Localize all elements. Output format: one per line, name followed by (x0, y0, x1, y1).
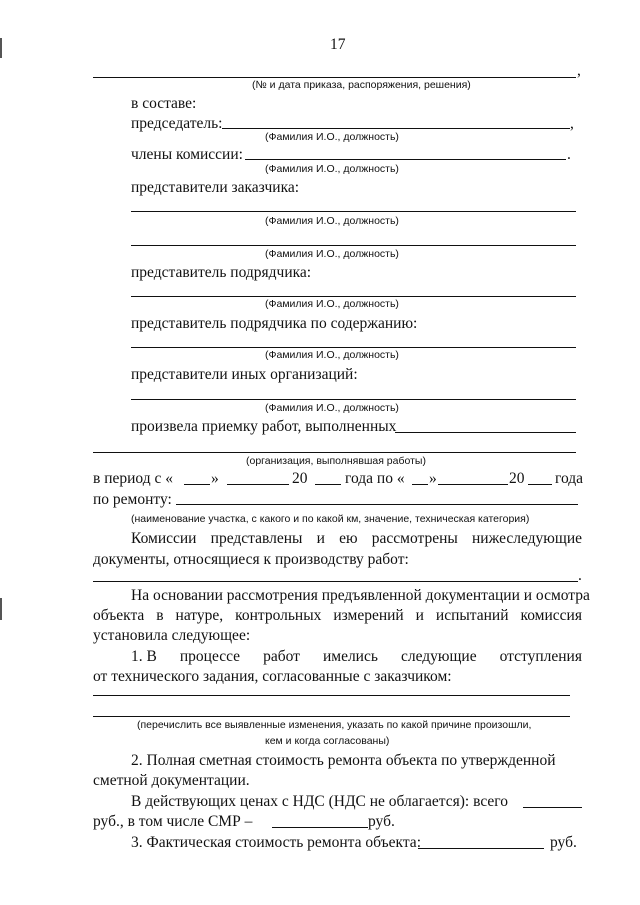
period-year-prefix: 20 (509, 470, 525, 487)
prices-line-2a: руб., в том числе СМР – (93, 813, 253, 830)
changes-caption-2: кем и когда согласованы) (265, 735, 390, 747)
blank-line (412, 484, 428, 485)
word: и (316, 530, 325, 547)
docs-line-2: документы, относящиеся к производству работ: (93, 551, 409, 568)
section-caption: (наименование участка, с какого и по какой км, значение, техническая категория) (131, 513, 530, 525)
word: представлены (210, 530, 303, 547)
blank-line (438, 484, 508, 485)
fio-caption: (Фамилия И.О., должность) (265, 298, 399, 310)
page-edge-mark (0, 598, 2, 620)
word: имелись (322, 648, 378, 665)
prices-line-1: В действующих ценах с НДС (НДС не облагается): всего (131, 793, 508, 810)
word: Комиссии (131, 530, 197, 547)
fio-caption: (Фамилия И.О., должность) (265, 349, 399, 361)
word: натуре, (175, 607, 224, 624)
word: объекта (93, 607, 145, 624)
item2-line-2: сметной документации. (93, 772, 250, 789)
trailing-comma: , (577, 62, 581, 79)
blank-line (523, 807, 582, 808)
item1-line-2: от технического задания, согласованные с заказчиком: (93, 668, 452, 685)
blank-line (131, 347, 576, 348)
blank-line (528, 484, 552, 485)
fio-caption: (Фамилия И.О., должность) (265, 402, 399, 414)
blank-line (395, 432, 576, 433)
period-from-prefix: в период с « (93, 470, 173, 487)
blank-line (93, 581, 578, 582)
blank-line (131, 399, 576, 400)
word: рассмотрены (371, 530, 458, 547)
period-quote-close: » (211, 470, 219, 487)
blank-line (184, 484, 210, 485)
word: отступления (499, 648, 582, 665)
contractor-rep-label: представитель подрядчика: (131, 264, 312, 281)
prices-line-2b: руб. (368, 813, 395, 830)
blank-line (131, 211, 576, 212)
word: испытаний (435, 607, 509, 624)
blank-line (93, 716, 570, 717)
blank-line (272, 827, 368, 828)
word: измерений (333, 607, 404, 624)
blank-line (227, 484, 289, 485)
period-to-prefix: года по « (345, 470, 405, 487)
acceptance-text: произвела приемку работ, выполненных (131, 418, 397, 435)
trailing-period: . (578, 567, 582, 584)
word: контрольных (235, 607, 322, 624)
page-number: 17 (330, 36, 346, 53)
members-label: члены комиссии: (131, 146, 243, 163)
item2-line-1: 2. Полная сметная стоимость ремонта объекта по утвержденной (131, 752, 556, 769)
word: работ (263, 648, 300, 665)
docs-line-1 (131, 530, 582, 548)
blank-line (93, 77, 576, 78)
blank-line (245, 159, 566, 160)
word: следующие (400, 648, 477, 665)
item3-label: 3. Фактическая стоимость ремонта объекта: (131, 834, 421, 851)
trailing-comma: , (570, 115, 574, 132)
word: нижеследующие (472, 530, 582, 547)
word: и (415, 607, 424, 624)
other-orgs-label: представители иных организаций: (131, 366, 358, 383)
word: комиссия (520, 607, 582, 624)
basis-line-1: На основании рассмотрения предъявленной документации и осмотра (131, 587, 590, 604)
blank-line (131, 296, 576, 297)
order-caption: (№ и дата приказа, распоряжения, решения) (252, 79, 471, 91)
customer-reps-label: представители заказчика: (131, 179, 300, 196)
word: процессе (179, 648, 241, 665)
item1-line-1 (131, 648, 582, 666)
page-edge-mark (0, 38, 2, 58)
blank-line (418, 848, 544, 849)
fio-caption: (Фамилия И.О., должность) (265, 248, 399, 260)
trailing-period: . (567, 146, 571, 163)
word: ею (339, 530, 358, 547)
maintenance-rep-label: представитель подрядчика по содержанию: (131, 315, 418, 332)
blank-line (315, 484, 341, 485)
changes-caption-1: (перечислить все выявленные изменения, указать по какой причине произошли, (137, 719, 532, 731)
basis-line-3: установила следующее: (93, 627, 251, 644)
repair-label: по ремонту: (93, 491, 172, 508)
blank-line (131, 245, 576, 246)
blank-line (222, 128, 570, 129)
word: 1. В (131, 648, 157, 665)
fio-caption: (Фамилия И.О., должность) (265, 215, 399, 227)
blank-line (93, 452, 576, 453)
period-quote-close: » (429, 470, 437, 487)
fio-caption: (Фамилия И.О., должность) (265, 163, 399, 175)
chairman-label: председатель: (131, 115, 223, 132)
period-year-prefix: 20 (292, 470, 308, 487)
rub-label: руб. (550, 834, 577, 851)
period-year-word: года (555, 470, 584, 487)
basis-line-2 (93, 607, 582, 625)
blank-line (176, 504, 578, 505)
org-caption: (организация, выполнявшая работы) (246, 455, 426, 467)
word: в (156, 607, 164, 624)
composition-label: в составе: (131, 95, 197, 112)
blank-line (93, 695, 570, 696)
fio-caption: (Фамилия И.О., должность) (265, 131, 399, 143)
